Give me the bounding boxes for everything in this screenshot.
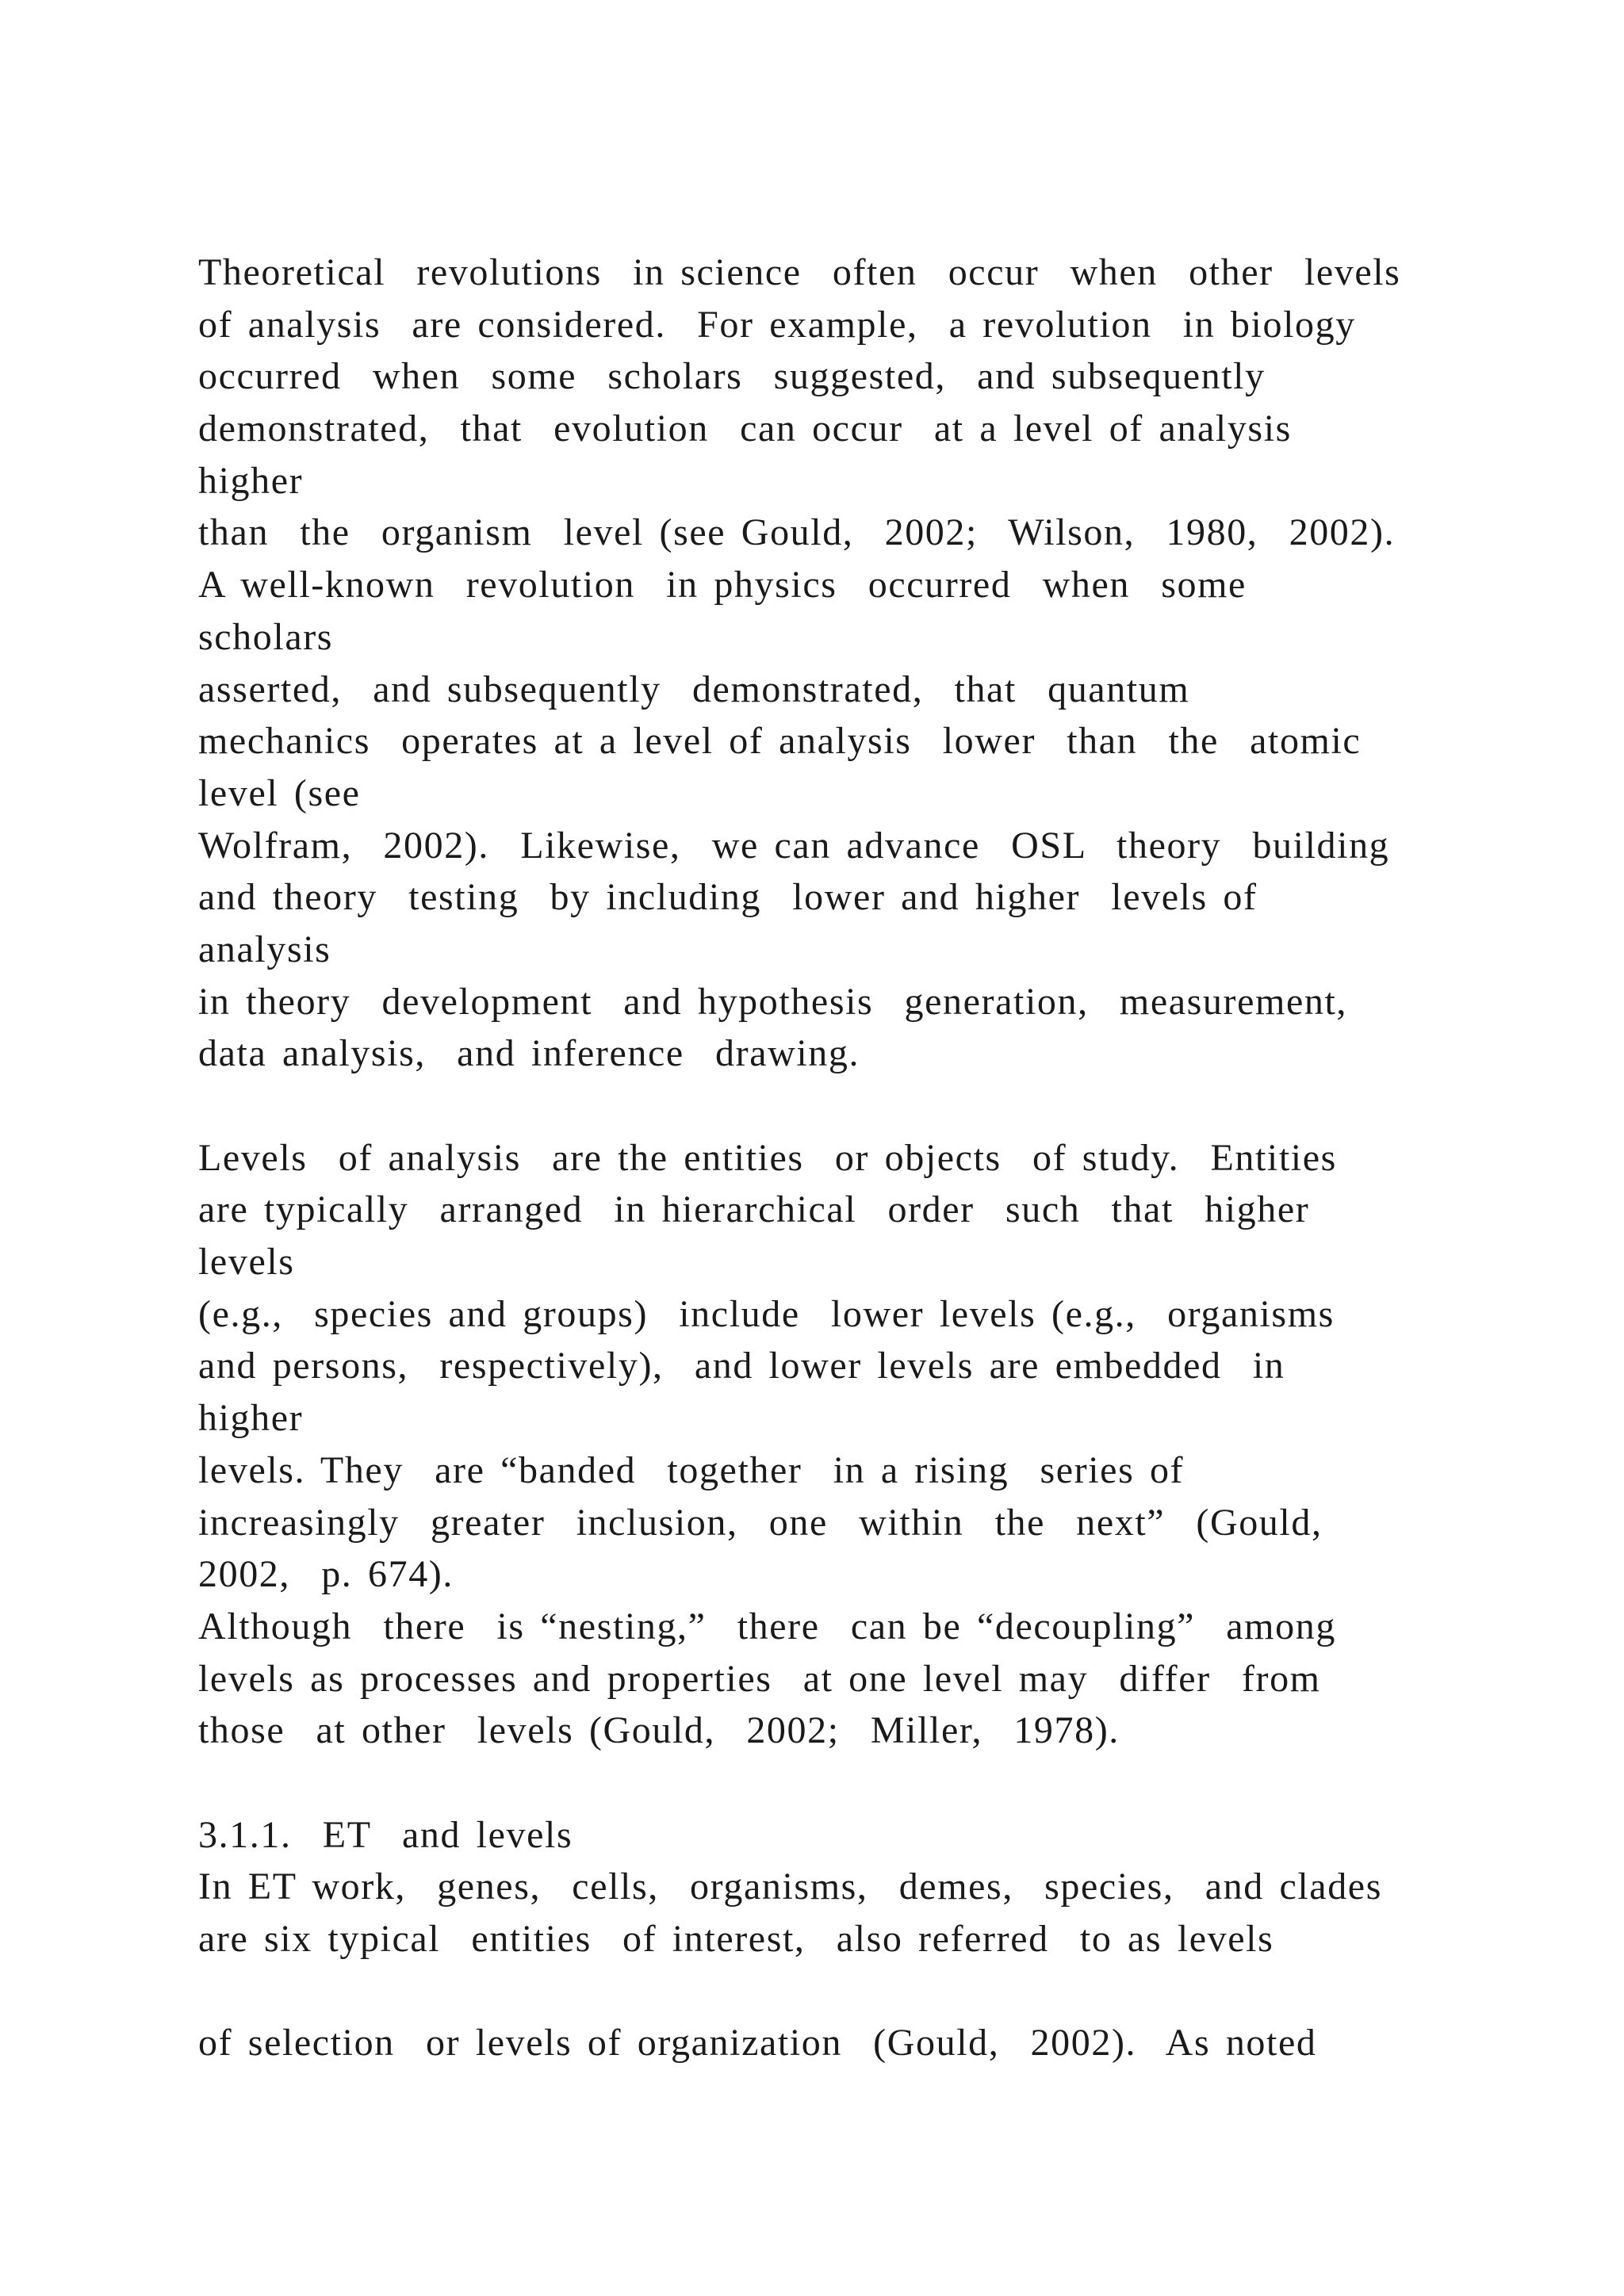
text-line: higher [198,459,304,502]
text-line: mechanics operates at a level of analysis lower than the atomic [198,720,1362,763]
text-line: levels [198,1241,295,1284]
text-line: higher [198,1397,304,1440]
text-line: of selection or levels of organization (Gould, 2002). As noted [198,2022,1317,2064]
text-line: of analysis are considered. For example, a revolution in biology [198,303,1356,346]
text-line: those at other levels (Gould, 2002; Miller, 1978). [198,1709,1120,1752]
text-line: levels. They are “banded together in a rising series of [198,1448,1185,1491]
text-line: increasingly greater inclusion, one within the next” (Gould, [198,1501,1323,1544]
section-heading: 3.1.1. ET and levels [198,1813,573,1856]
blank-line [198,1080,1546,1132]
text-line: in theory development and hypothesis generation, measurement, [198,980,1347,1023]
text-line: occurred when some scholars suggested, and subsequently [198,355,1266,398]
blank-line [198,1757,1546,1809]
text-line: levels as processes and properties at one level may differ from [198,1657,1321,1700]
text-line: demonstrated, that evolution can occur at a level of analysis [198,408,1292,450]
text-line: Although there is “nesting,” there can be “decoupling” among [198,1605,1336,1647]
text-line: data analysis, and inference drawing. [198,1032,860,1075]
document-body-text [198,247,1546,2069]
blank-line [198,1965,1546,2018]
text-line: level (see [198,771,361,814]
text-line: scholars [198,615,334,658]
text-line: are six typical entities of interest, also referred to as levels [198,1918,1274,1960]
text-line: and persons, respectively), and lower levels are embedded in [198,1345,1285,1387]
text-line: than the organism level (see Gould, 2002; Wilson, 1980, 2002). [198,511,1396,554]
text-line: 2002, p. 674). [198,1553,454,1596]
text-line: are typically arranged in hierarchical order such that higher [198,1188,1310,1231]
text-line: and theory testing by including lower and higher levels of [198,876,1258,919]
text-line: Wolfram, 2002). Likewise, we can advance OSL theory building [198,824,1390,867]
text-line: Theoretical revolutions in science often occur when other levels [198,251,1401,293]
text-line: (e.g., species and groups) include lower levels (e.g., organisms [198,1292,1335,1335]
text-line: asserted, and subsequently demonstrated, that quantum [198,668,1190,710]
text-line: analysis [198,928,331,970]
text-line: In ET work, genes, cells, organisms, demes, species, and clades [198,1866,1382,1908]
text-line: A well-known revolution in physics occurred when some [198,564,1247,607]
text-line: Levels of analysis are the entities or objects of study. Entities [198,1136,1337,1179]
